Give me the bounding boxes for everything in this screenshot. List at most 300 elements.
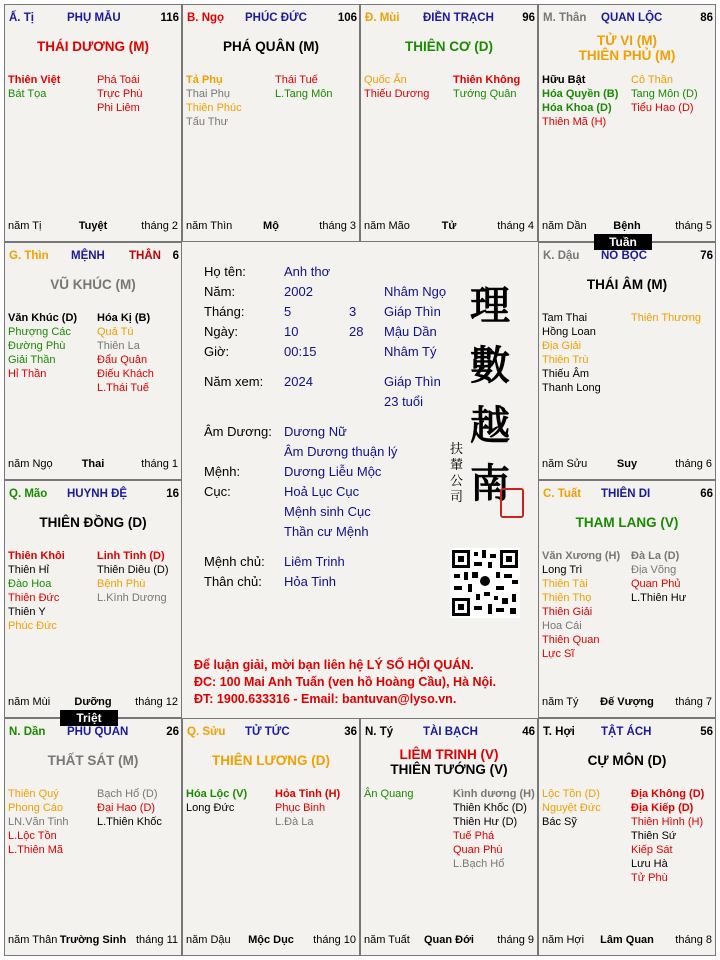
life-stage: Mộc Dục [248,934,294,946]
major-stars [539,33,715,63]
minor-star: Nguyệt Đức [542,802,601,814]
minor-star: Hóa Quyền (B) [542,88,619,100]
minor-star: L.Lộc Tồn [8,830,57,842]
minor-star: Quả Tú [97,326,134,338]
minor-star: Thiên Đức [8,592,60,604]
minor-star: Thiên Y [8,606,46,618]
palace-branch: Q. Sửu [187,726,226,738]
am-duong-thuan-ly: Âm Dương thuận lý [284,444,398,459]
left-stars-column [542,787,601,829]
minor-star: Hồng Loan [542,326,596,338]
minor-star: Phá Toái [97,74,140,86]
palace-month: tháng 1 [141,458,178,470]
major-star: THIÊN TƯỚNG (V) [390,762,508,777]
palace-year: năm Mùi [8,696,51,708]
minor-star: Linh Tinh (D) [97,550,165,562]
palace-year: năm Ngọ [8,458,53,470]
minor-star: Thiên Diêu (D) [97,564,169,576]
palace-cell[interactable] [182,718,360,956]
right-stars-column [631,73,698,115]
palace-header [365,726,533,740]
minor-star: Phong Cáo [8,802,64,814]
left-stars-column [542,549,620,661]
palace-header [187,12,355,26]
thang-label: Tháng: [204,304,245,319]
right-stars-column [453,73,520,101]
palace-header [187,726,355,740]
right-stars-column [453,787,535,871]
major-stars [539,515,715,530]
palace-cell[interactable] [4,718,182,956]
major-star: THẤT SÁT (M) [47,753,139,768]
palace-name: PHU QUÂN [67,726,129,738]
minor-star: Thiên Thọ [542,592,592,604]
right-stars-column [97,73,142,115]
palace-month: tháng 8 [675,934,712,946]
minor-star: L.Đà La [275,816,314,828]
logo-side-char: 扶 [450,442,464,457]
am-duong-value: Dương Nữ [284,424,347,439]
minor-star: Thiên La [97,340,140,352]
palace-branch: G. Thìn [9,250,49,262]
palace-number: 96 [522,12,535,24]
minor-star: Thiên Thương [631,312,702,324]
than-chu-label: Thân chủ: [204,574,262,589]
tuan-marker: Tuần [594,234,652,250]
menh-chu-value: Liêm Trinh [284,554,345,569]
minor-star: Bát Tọa [8,88,47,100]
minor-star: Thiên Quý [8,788,59,800]
palace-cell[interactable] [182,4,360,242]
minor-star: Hữu Bật [542,74,586,86]
major-star: PHÁ QUÂN (M) [223,39,319,54]
thang-value: 5 [284,304,292,319]
ngay-can-chi: Mậu Dần [384,324,437,339]
palace-branch: T. Hợi [543,726,575,738]
palace-year: năm Mão [364,220,410,232]
minor-star: Địa Võng [631,564,677,576]
major-star: VŨ KHÚC (M) [50,277,136,292]
minor-star: Tử Phù [631,872,668,884]
minor-star: L.Thiên Khốc [97,816,162,828]
minor-star: Tấu Thư [186,116,229,128]
palace-number: 116 [160,12,179,24]
minor-star: Thiên Tài [542,578,588,590]
palace-month: tháng 9 [497,934,534,946]
thang-can-chi: Giáp Thìn [384,304,441,319]
palace-month: tháng 2 [141,220,178,232]
palace-number: 56 [700,726,713,738]
logo-char: 理 [470,282,510,329]
minor-star: Hóa Kị (B) [97,312,151,324]
phone-email-line: ĐT: 1900.633316 - Email: bantuvan@lyso.vn. [194,692,457,706]
minor-star: Phúc Đức [8,620,57,632]
left-stars-column [364,787,414,801]
right-stars-column [275,73,332,101]
minor-star: L.Thiên Hư [631,592,687,604]
palace-branch: Ấ. Tị [9,12,34,24]
right-stars-column [97,311,154,395]
ho-ten-value: Anh thơ [284,264,331,279]
life-stage: Mộ [263,220,279,232]
palace-number: 16 [166,488,179,500]
minor-star: Hỉ Thần [8,368,47,380]
major-star: THÁI ÂM (M) [586,277,668,292]
palace-cell[interactable] [360,4,538,242]
palace-month: tháng 4 [497,220,534,232]
palace-year: năm Dần [542,220,587,232]
palace-footer [364,220,534,234]
minor-star: Đường Phù [8,340,66,352]
major-stars [5,753,181,768]
nam-can-chi: Nhâm Ngọ [384,284,447,299]
red-seal-stamp [500,488,524,518]
palace-month: tháng 11 [135,934,178,946]
minor-star: Điếu Khách [97,368,154,380]
contact-line: Để luận giải, mời bạn liên hệ LÝ SỐ HỘI QUÁN. [194,658,474,672]
minor-star: Đẩu Quân [97,354,148,366]
nam-value: 2002 [284,284,313,299]
minor-star: Thanh Long [542,382,601,394]
left-stars-column [186,73,242,129]
minor-star: Đại Hao (D) [97,802,156,814]
minor-star: Thiên Trù [542,354,589,366]
minor-star: Lộc Tồn (D) [542,788,600,800]
major-star: THIÊN ĐỒNG (D) [39,515,147,530]
minor-star: Thiếu Âm [542,368,590,380]
palace-branch: K. Dậu [543,250,580,262]
am-duong-label: Âm Dương: [204,424,272,439]
palace-branch: B. Ngọ [187,12,225,24]
palace-year: năm Thân [8,934,58,946]
life-stage: Bệnh [613,220,641,232]
palace-branch: Đ. Mùi [365,12,400,24]
minor-star: Quan Phù [453,844,503,856]
life-stage: Dưỡng [74,696,112,708]
palace-name: TỬ TỨC [245,726,290,738]
life-stage: Tuyệt [78,220,108,232]
minor-star: Cô Thần [631,74,673,86]
palace-header [543,250,711,264]
minor-star: Thiên Phúc [186,102,242,114]
logo-side-text [450,442,464,506]
minor-star: Thiên Khôi [8,550,65,562]
palace-number: 46 [522,726,535,738]
thang-am-value: 3 [349,304,357,319]
life-stage: Suy [616,458,638,470]
palace-number: 86 [700,12,713,24]
major-star: THIÊN CƠ (D) [404,39,493,54]
minor-star: Địa Không (D) [631,788,705,800]
palace-footer [364,934,534,948]
minor-star: Thiên Hư (D) [453,816,518,828]
center-info-panel [182,242,538,718]
minor-star: Hóa Lộc (V) [186,788,248,800]
left-stars-column [8,311,77,381]
minor-star: Đà La (D) [631,550,680,562]
minor-star: Ân Quang [364,788,414,800]
ho-ten-label: Họ tên: [204,264,246,279]
minor-star: L.Thái Tuế [97,382,149,394]
gio-label: Giờ: [204,344,230,359]
minor-star: Hỏa Tinh (H) [275,788,341,800]
palace-branch: Q. Mão [9,488,48,500]
palace-footer [8,458,178,472]
minor-star: Thiên Quan [542,634,600,646]
palace-branch: N. Dần [9,726,46,738]
major-star: THÁI DƯƠNG (M) [37,39,149,54]
minor-star: Giải Thần [8,354,56,366]
life-stage: Tử [441,220,457,232]
menh-value: Dương Liễu Mộc [284,464,382,479]
minor-star: Tang Môn (D) [631,88,698,100]
triet-marker: Triệt [60,710,118,726]
palace-number: 36 [344,726,357,738]
palace-cell[interactable] [538,242,716,480]
left-stars-column [8,787,69,857]
gio-value: 00:15 [284,344,317,359]
minor-star: L.Bạch Hổ [453,858,505,870]
palace-header [543,726,711,740]
minor-star: Phục Binh [275,802,326,814]
minor-star: Địa Giải [542,340,582,352]
palace-year: năm Tị [8,220,42,232]
palace-footer [8,934,178,948]
palace-branch: C. Tuất [543,488,582,500]
gio-can-chi: Nhâm Tý [384,344,437,359]
ngay-label: Ngày: [204,324,238,339]
minor-star: Thai Phụ [186,88,231,100]
minor-star: Trực Phù [97,88,143,100]
minor-star: Tiểu Hao (D) [631,102,694,114]
palace-month: tháng 3 [319,220,356,232]
palace-footer [542,696,712,710]
left-stars-column [186,787,247,815]
major-stars [539,277,715,292]
logo-char: 數 [470,342,510,389]
minor-star: Tam Thai [542,312,588,324]
life-stage: Trường Sinh [59,934,127,946]
minor-star: Long Trì [542,564,583,576]
right-stars-column [275,787,340,829]
menh-chu-label: Mệnh chủ: [204,554,265,569]
menh-label: Mệnh: [204,464,241,479]
minor-star: Thiên Hỉ [8,564,49,576]
left-stars-column [8,549,65,633]
palace-year: năm Thìn [186,220,233,232]
right-stars-column [631,311,701,325]
palace-cell[interactable] [538,4,716,242]
right-stars-column [97,787,162,829]
minor-star: Lưu Hà [631,858,668,870]
minor-star: Tuế Phá [453,830,495,842]
left-stars-column [542,73,618,129]
life-stage: Quan Đới [424,934,474,946]
than-cu: Thần cư Mệnh [284,524,369,539]
palace-name: QUAN LỘC [601,12,663,24]
palace-footer [186,934,356,948]
palace-header [543,12,711,26]
minor-star: L.Tang Môn [275,88,333,100]
palace-year: năm Tý [542,696,579,708]
minor-star: Thiên Giải [542,606,593,618]
palace-name: NÔ BỘC [601,250,647,262]
palace-year: năm Tuất [364,934,410,946]
palace-year: năm Sửu [542,458,588,470]
major-star: THIÊN PHỦ (M) [578,48,676,63]
minor-star: Long Đức [186,802,235,814]
major-stars [361,747,537,777]
palace-year: năm Hợi [542,934,585,946]
minor-star: Hoa Cái [542,620,582,632]
minor-star: Thiên Mã (H) [542,116,607,128]
minor-star: Quốc Ấn [364,74,407,86]
palace-month: tháng 10 [313,934,356,946]
palace-name: THIÊN DI [601,488,651,500]
ngay-value: 10 [284,324,299,339]
life-stage: Đế Vượng [600,696,654,708]
major-stars [183,39,359,54]
life-stage: Lâm Quan [600,934,654,946]
major-stars [361,39,537,54]
nam-label: Năm: [204,284,236,299]
qr-code-icon [450,548,520,618]
palace-cell[interactable] [538,718,716,956]
logo-char: 南 [470,460,510,507]
palace-number: 26 [166,726,179,738]
palace-name: HUYNH ĐỆ [67,488,128,500]
palace-footer [186,220,356,234]
minor-star: Đào Hoa [8,578,52,590]
minor-star: Văn Khúc (D) [8,312,78,324]
major-star: CỰ MÔN (D) [587,753,667,768]
right-stars-column [97,549,169,605]
palace-footer [542,458,712,472]
palace-number: 76 [700,250,713,262]
major-stars [539,753,715,768]
than-marker: THÂN [129,250,161,262]
logo-side-char: 公 [450,474,464,489]
minor-star: L.Kình Dương [97,592,167,604]
palace-name: ĐIỀN TRẠCH [423,12,494,24]
palace-month: tháng 5 [675,220,712,232]
palace-footer [8,220,178,234]
right-stars-column [631,787,704,885]
minor-star: Bạch Hổ (D) [97,788,158,800]
minor-star: Thiên Sứ [631,830,677,842]
minor-star: Thiên Không [453,74,521,86]
left-stars-column [542,311,601,395]
minor-star: Kiếp Sát [631,844,673,856]
major-star: LIÊM TRINH (V) [399,747,499,762]
minor-star: Thiên Việt [8,74,61,86]
logo-side-char: 司 [450,490,464,505]
major-star: TỬ VI (M) [597,33,657,48]
right-stars-column [631,549,686,605]
palace-header [9,726,177,740]
cuc-relation: Mệnh sinh Cục [284,504,371,519]
palace-name: MỆNH [71,250,105,262]
minor-star: Bệnh Phù [97,578,146,590]
major-stars [5,515,181,530]
palace-number: 66 [700,488,713,500]
palace-name: PHỤ MẪU [67,12,121,24]
major-stars [5,39,181,54]
minor-star: Hóa Khoa (D) [542,102,612,114]
palace-name: TẬT ÁCH [601,726,652,738]
nam-xem-label: Năm xem: [204,374,264,389]
palace-month: tháng 6 [675,458,712,470]
minor-star: Thái Tuế [275,74,318,86]
minor-star: Lực Sĩ [542,648,575,660]
palace-header [9,12,177,26]
ngay-am-value: 28 [349,324,364,339]
minor-star: Phượng Các [8,326,71,338]
major-stars [183,753,359,768]
tuoi-value: 23 tuổi [384,394,424,409]
minor-star: L.Thiên Mã [8,844,64,856]
palace-header [365,12,533,26]
than-chu-value: Hỏa Tinh [284,574,337,589]
minor-star: Kình dương (H) [453,788,535,800]
minor-star: Tả Phụ [186,74,223,86]
palace-month: tháng 12 [135,696,178,708]
palace-cell[interactable] [538,480,716,718]
palace-month: tháng 7 [675,696,712,708]
major-star: THAM LANG (V) [575,515,679,530]
nam-xem-can-chi: Giáp Thìn [384,374,441,389]
palace-branch: N. Tý [365,726,394,738]
minor-star: Bác Sỹ [542,816,577,828]
left-stars-column [8,73,60,101]
major-stars [5,277,181,292]
minor-star: LN.Văn Tinh [8,816,69,828]
palace-footer [542,220,712,234]
cuc-value: Hoả Lục Cục [284,484,360,499]
palace-header [9,250,177,264]
palace-number: 106 [337,12,357,24]
palace-cell[interactable] [360,718,538,956]
palace-branch: M. Thân [543,12,587,24]
cuc-label: Cục: [204,484,231,499]
minor-star: Thiên Khốc (D) [453,802,527,814]
minor-star: Văn Xương (H) [542,550,621,562]
palace-cell[interactable] [4,242,182,480]
left-stars-column [364,73,429,101]
minor-star: Thiên Hình (H) [631,816,704,828]
address-line: ĐC: 100 Mai Anh Tuấn (ven hồ Hoàng Cầu), Hà Nội. [194,675,497,689]
logo-char: 越 [470,402,510,449]
palace-footer [8,696,178,710]
palace-year: năm Dậu [186,934,231,946]
palace-cell[interactable] [4,4,182,242]
palace-header [543,488,711,502]
minor-star: Tướng Quân [453,88,517,100]
palace-header [9,488,177,502]
minor-star: Quan Phủ [631,578,681,590]
palace-name: TÀI BẠCH [423,726,478,738]
palace-name: PHÚC ĐỨC [245,12,307,24]
logo-side-char: 輦 [450,458,464,473]
major-star: THIÊN LƯƠNG (D) [212,753,330,768]
minor-star: Thiếu Dương [364,88,430,100]
minor-star: Địa Kiếp (D) [631,802,694,814]
life-stage: Thai [81,458,105,470]
minor-star: Phi Liêm [97,102,140,114]
palace-number: 6 [172,250,179,262]
palace-footer [542,934,712,948]
palace-cell[interactable] [4,480,182,718]
